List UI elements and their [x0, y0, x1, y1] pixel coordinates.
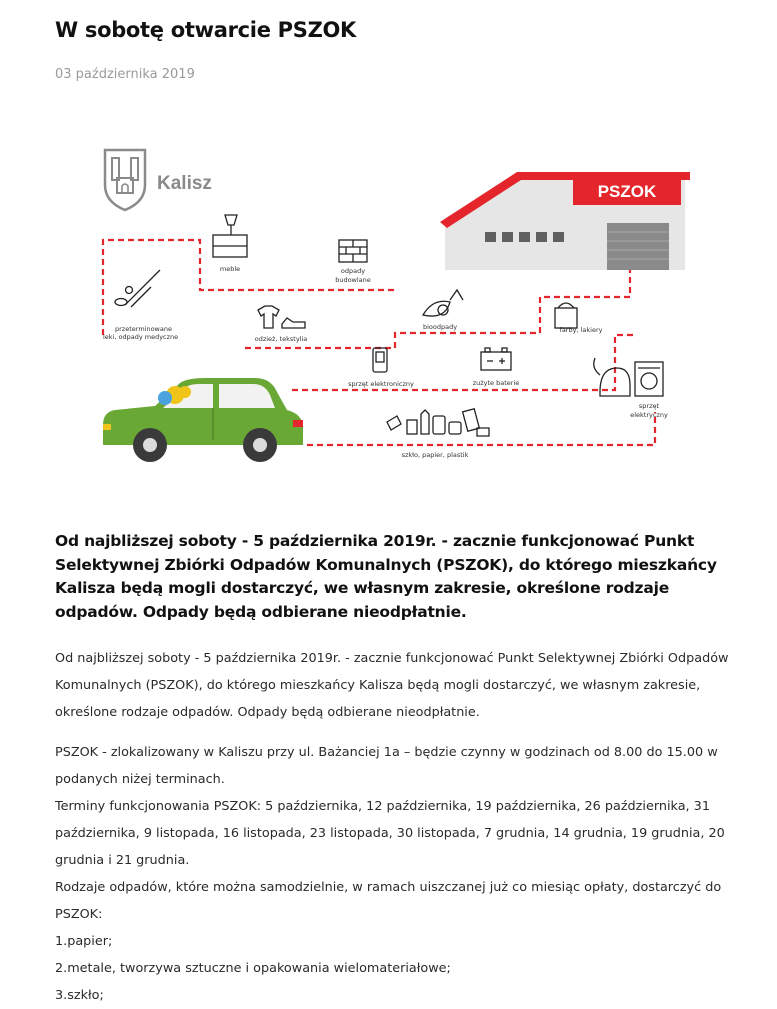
label-medicine-2: leki, odpady medyczne [103, 333, 179, 341]
label-recyclables: szkło, papier, plastik [401, 451, 469, 459]
pszok-sign: PSZOK [597, 182, 657, 201]
paragraph-location: PSZOK - zlokalizowany w Kaliszu przy ul. Bażanciej 1a – będzie czynny w godzinach od 8.00 do 15.00 w podanych niżej terminach. [55, 745, 718, 787]
label-appliances-2: elektryczny [630, 411, 668, 419]
city-name: Kalisz [157, 173, 212, 194]
label-construction-2: budowlane [335, 276, 371, 284]
list-item: 3.szkło; [55, 988, 104, 1003]
car-icon [103, 378, 303, 462]
article-title: W sobotę otwarcie PSZOK [55, 18, 357, 42]
battery-icon [481, 348, 511, 370]
pszok-building [440, 172, 690, 270]
phone-icon [373, 348, 387, 372]
label-medicine-1: przeterminowane [115, 325, 172, 333]
kalisz-crest-icon [105, 150, 145, 210]
label-construction-1: odpady [340, 267, 366, 275]
list-item: 2.metale, tworzywa sztuczne i opakowania wielomateriałowe; [55, 961, 451, 976]
bio-waste-icon [423, 290, 463, 316]
vacuum-icon [594, 358, 630, 396]
label-batteries: zużyte baterie [472, 379, 520, 387]
furniture-icon [213, 215, 247, 257]
article-body [55, 645, 735, 1009]
article-lead: Od najbliższej soboty - 5 października 2019r. - zacznie funkcjonować Punkt Selektywnej Zbiórki Odpadów Komunalnych (PSZOK), do którego mieszkańcy Kalisza będą mogli dostarczyć, we własnym zakresie, określone rodzaje odpadów. Odpady będą odbierane nieodpłatnie. [55, 532, 717, 621]
washing-machine-icon [635, 362, 663, 396]
label-furniture: meble [219, 265, 241, 273]
bricks-icon [339, 240, 367, 262]
paragraph-schedule: Terminy funkcjonowania PSZOK: 5 października, 12 października, 19 października, 26 października, 31 października, 9 listopada, 16 listopada, 23 listopada, 30 listopada, 7 grudnia, 14 grudnia, 19 grudnia, 20 grudnia i 21 grudnia. [55, 799, 725, 868]
recyclables-icon [387, 409, 489, 436]
paint-can-icon [555, 303, 577, 328]
label-clothes: odzież, tekstylia [254, 335, 308, 343]
article-date: 03 października 2019 [55, 67, 195, 82]
pszok-infographic [95, 140, 695, 485]
label-paints: farby, lakiery [559, 326, 603, 334]
clothes-icon [258, 306, 305, 328]
syringe-icon [115, 270, 160, 307]
label-bio: bioodpady [422, 323, 458, 331]
list-item: 1.papier; [55, 934, 113, 949]
paragraph-intro: Od najbliższej soboty - 5 października 2019r. - zacznie funkcjonować Punkt Selektywnej Zbiórki Odpadów Komunalnych (PSZOK), do którego mieszkańcy Kalisza będą mogli dostarczyć, we własnym zakresie, określone rodzaje odpadów. Odpady będą odbierane nieodpłatnie. [55, 651, 729, 720]
label-appliances-1: sprzęt [638, 402, 660, 410]
label-electronics: sprzęt elektroniczny [348, 380, 414, 388]
paragraph-waste-types: Rodzaje odpadów, które można samodzielnie, w ramach uiszczanej już co miesiąc opłaty, dostarczyć do PSZOK: [55, 880, 722, 922]
